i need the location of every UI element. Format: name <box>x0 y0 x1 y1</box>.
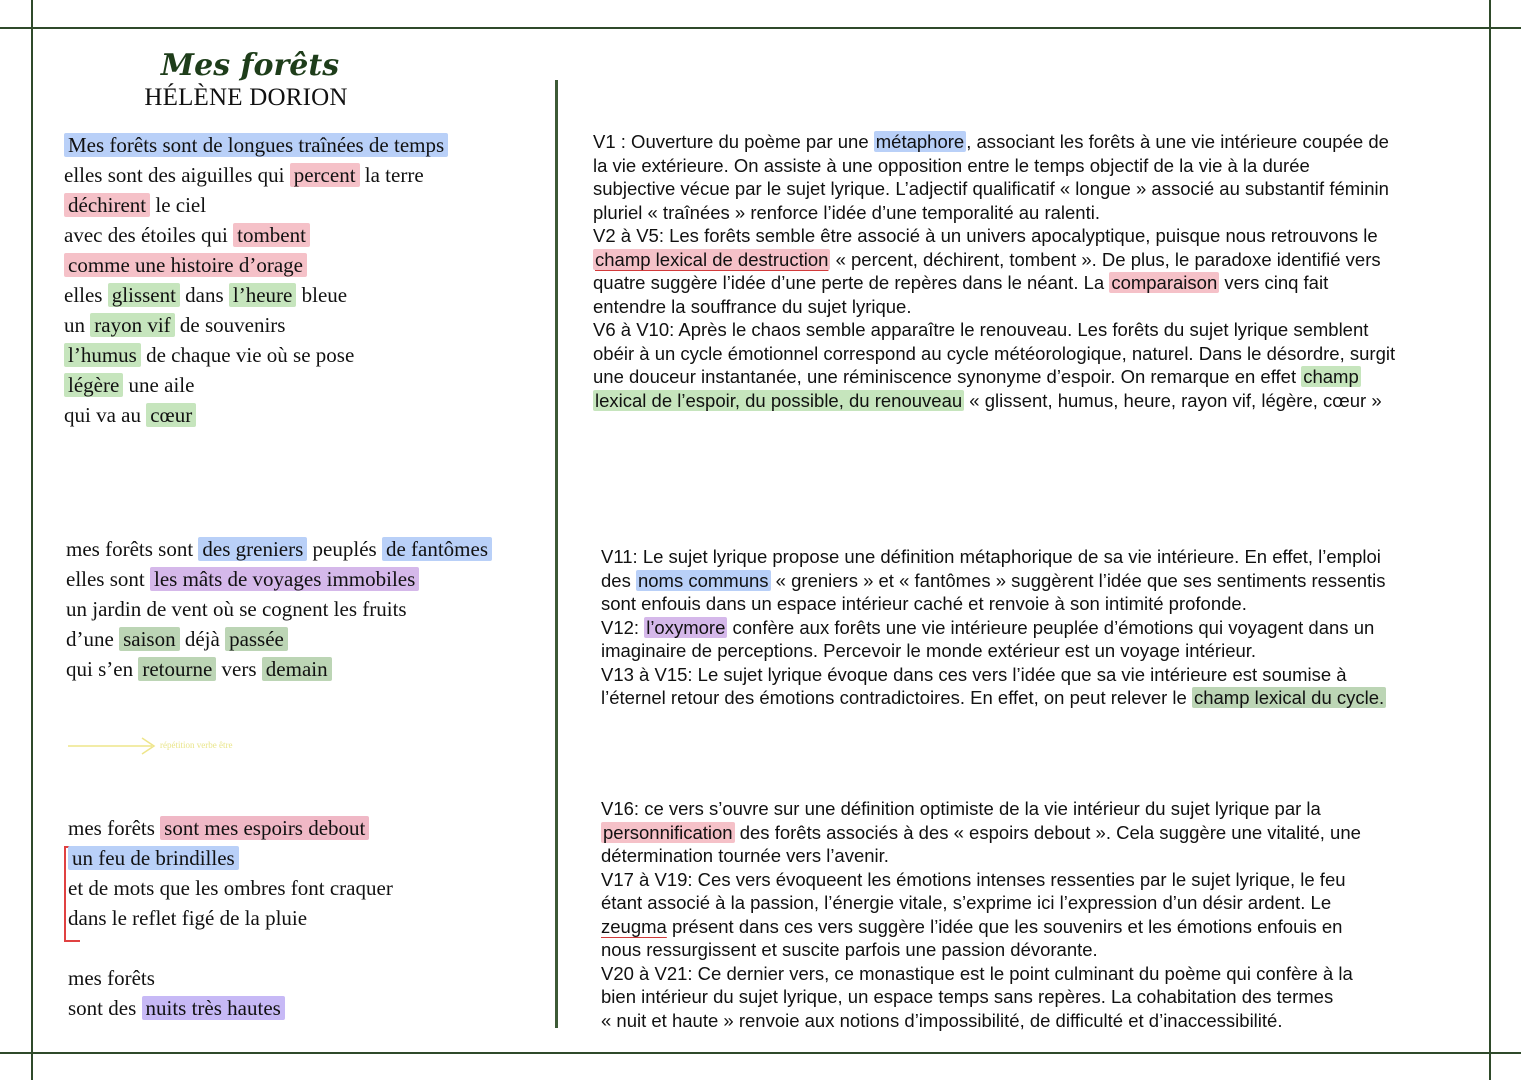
analysis-text: « greniers » et « fantômes » suggèrent l’idée que ses sentiments ressentis <box>770 569 1386 591</box>
analysis-line <box>601 915 1361 939</box>
verse-text: une aile <box>123 373 195 397</box>
highlight-purple: les mâts de voyages immobiles <box>150 567 419 591</box>
analysis-line <box>593 365 1395 389</box>
highlight-blue: de fantômes <box>382 537 492 561</box>
arrow-icon <box>68 736 158 756</box>
verse-line <box>64 190 448 220</box>
analysis-line: nous ressurgissent et suscite parfois une passion dévorante. <box>601 939 1098 960</box>
verse-line <box>66 564 492 594</box>
verse-text: le ciel <box>150 193 207 217</box>
analysis-line <box>601 821 1361 845</box>
verse-line <box>64 370 448 400</box>
analysis-block-1 <box>593 130 1395 412</box>
analysis-text: quatre suggère l’idée d’une perte de repères dans le néant. La <box>593 272 1110 293</box>
verse-line <box>64 310 448 340</box>
verse-text: qui va au <box>64 403 147 427</box>
poem-title: Mes forêts <box>160 48 340 83</box>
analysis-text: vers cinq fait <box>1219 272 1329 293</box>
analysis-line: entendre la souffrance du sujet lyrique. <box>593 295 912 317</box>
verse-line <box>68 903 393 933</box>
highlight-blue: métaphore <box>875 131 965 152</box>
verse-line <box>64 400 448 430</box>
analysis-text: « glissent, humus, heure, rayon vif, légère, cœur » <box>964 389 1382 411</box>
highlight-blue: un feu de brindilles <box>68 846 239 870</box>
verse-text: d’une <box>66 627 120 651</box>
analysis-line: sont enfouis dans un espace intérieur caché et renvoie à son intimité profonde. <box>601 593 1247 614</box>
highlight-sage: champ lexical du cycle. <box>1193 687 1385 708</box>
analysis-line <box>593 389 1395 413</box>
analysis-line <box>601 686 1386 710</box>
analysis-line: V11: Le sujet lyrique propose une définition métaphorique de sa vie intérieure. En effet, l’emploi <box>601 546 1381 567</box>
verse-line <box>68 993 393 1023</box>
highlight-blue: Mes forêts sont de longues traînées de temps <box>64 133 448 157</box>
verse-line <box>68 963 393 993</box>
verse-text: mes forêts sont <box>66 537 199 561</box>
analysis-line <box>601 569 1386 593</box>
analysis-line: subjective vécue par le sujet lyrique. L’adjectif qualificatif « longue » associé au substantif féminin <box>593 178 1389 199</box>
verse-line <box>64 220 448 250</box>
underlined-term: zeugma <box>601 915 667 937</box>
verse-line <box>64 130 448 160</box>
blank-line <box>68 933 393 963</box>
analysis-line: pluriel « traînées » renforce l’idée d’une temporalité au ralenti. <box>593 201 1100 223</box>
analysis-text: présent dans ces vers suggère l’idée que les souvenirs et les émotions enfouis en <box>666 915 1343 937</box>
verse-line <box>64 340 448 370</box>
verse-line <box>68 843 393 873</box>
highlight-green: rayon vif <box>90 313 174 337</box>
highlight-pink: déchirent <box>64 193 150 217</box>
frame-right-line <box>1489 0 1491 1080</box>
highlight-violet: nuits très hautes <box>142 996 285 1020</box>
highlight-sage: passée <box>225 627 288 651</box>
frame-left-line <box>31 0 33 1080</box>
verse-text: de chaque vie où se pose <box>140 343 355 367</box>
verse-line <box>66 534 492 564</box>
analysis-line <box>601 616 1386 640</box>
verse-text: un <box>64 313 91 337</box>
analysis-line: V16: ce vers s’ouvre sur une définition optimiste de la vie intérieur du sujet lyrique par la <box>601 798 1321 819</box>
verse-text: la terre <box>359 163 424 187</box>
verse-line <box>68 813 393 843</box>
verse-line <box>66 654 492 684</box>
frame-top-line <box>0 27 1521 29</box>
analysis-line <box>593 271 1395 295</box>
verse-text: vers <box>216 657 262 681</box>
highlight-green: cœur <box>146 403 196 427</box>
highlight-green: glissent <box>108 283 180 307</box>
stanza-1 <box>64 130 448 430</box>
analysis-text: des <box>601 569 636 591</box>
analysis-text: confère aux forêts une vie intérieure peuplée d’émotions qui voyagent dans un <box>727 616 1375 638</box>
frame-bottom-line <box>0 1052 1521 1054</box>
analysis-line: bien intérieur du sujet lyrique, un espace temps sans repères. La cohabitation des termes <box>601 986 1334 1007</box>
highlight-blue: noms communs <box>637 569 769 591</box>
verse-text: peuplés <box>307 537 382 561</box>
verse-text: elles sont des aiguilles qui <box>64 163 290 187</box>
column-divider <box>555 80 558 1028</box>
highlight-pink: sont mes espoirs debout <box>160 816 369 840</box>
highlight-green: légère <box>64 373 123 397</box>
analysis-line <box>593 248 1395 272</box>
analysis-line: « nuit et haute » renvoie aux notions d’impossibilité, de difficulté et d’inaccessibilité. <box>601 1009 1283 1031</box>
analysis-line: V2 à V5: Les forêts semble être associé à un univers apocalyptique, puisque nous retrouvons le <box>593 225 1378 246</box>
verse-line <box>64 280 448 310</box>
verse-text: qui s’en <box>66 657 139 681</box>
verse-text: mes forêts <box>68 816 161 840</box>
analysis-line: V17 à V19: Ces vers évoqueent les émotions intenses ressenties par le sujet lyrique, le feu <box>601 868 1346 890</box>
highlight-purple: l’oxymore <box>646 616 726 638</box>
highlight-sage: retourne <box>138 657 216 681</box>
verse-text: déjà <box>179 627 226 651</box>
analysis-line: détermination tournée vers l’avenir. <box>601 845 889 866</box>
verse-text: un jardin de vent où se cognent les fruits <box>66 597 407 621</box>
stanza-3 <box>68 813 393 1023</box>
analysis-line: obéir à un cycle émotionnel correspond au cycle météorologique, naturel. Dans le désordre, surgit <box>593 342 1396 364</box>
highlight-pink: percent <box>290 163 360 187</box>
highlight-sage: saison <box>119 627 180 651</box>
annotation-label: répétition verbe être <box>160 740 233 750</box>
verse-text: elles <box>64 283 108 307</box>
analysis-text: V1 : Ouverture du poème par une <box>593 131 874 152</box>
analysis-text: une douceur instantanée, une réminiscence synonyme d’espoir. On remarque en effet <box>593 366 1302 387</box>
analysis-text: , associant les forêts à une vie intérieure coupée de <box>966 131 1389 152</box>
highlight-blue: des greniers <box>198 537 307 561</box>
poem-author: HÉLÈNE DORION <box>144 84 348 111</box>
analysis-text: l’éternel retour des émotions contradictoires. En effet, on peut relever le <box>601 687 1192 708</box>
verse-text: sont des <box>68 996 142 1020</box>
analysis-text: des forêts associés à des « espoirs debout ». Cela suggère une vitalité, une <box>734 821 1361 843</box>
analysis-text: V12: <box>601 616 645 638</box>
highlight-green: l’humus <box>64 343 141 367</box>
highlight-pink: champ lexical de destruction <box>595 248 829 270</box>
highlight-pink: comparaison <box>1111 272 1218 293</box>
highlight-sage: demain <box>262 657 332 681</box>
analysis-line <box>593 130 1395 154</box>
analysis-line: la vie extérieure. On assiste à une opposition entre le temps objectif de la vie à la durée <box>593 154 1310 176</box>
analysis-line: V6 à V10: Après le chaos semble apparaître le renouveau. Les forêts du sujet lyrique semblent <box>593 319 1369 340</box>
verse-line <box>66 594 492 624</box>
analysis-block-3 <box>601 797 1361 1032</box>
verse-text: dans le reflet figé de la pluie <box>68 906 308 930</box>
highlight-pink: personnification <box>603 821 733 843</box>
highlight-green: l’heure <box>229 283 296 307</box>
analysis-line: étant associé à la passion, l’énergie vitale, s’exprime ici l’expression d’un désir ardent. Le <box>601 892 1332 913</box>
analysis-line: V13 à V15: Le sujet lyrique évoque dans ces vers l’idée que sa vie intérieure est soumise à <box>601 663 1347 685</box>
analysis-line: imaginaire de perceptions. Percevoir le monde extérieur est un voyage intérieur. <box>601 640 1257 661</box>
analysis-text: « percent, déchirent, tombent ». De plus, le paradoxe identifié vers <box>830 248 1381 270</box>
verse-line <box>64 250 448 280</box>
verse-text: avec des étoiles qui <box>64 223 234 247</box>
verse-text: elles sont <box>66 567 150 591</box>
verse-text: de souvenirs <box>174 313 286 337</box>
analysis-block-2 <box>601 545 1386 710</box>
highlight-green: champ <box>1303 366 1359 387</box>
highlight-pink: tombent <box>233 223 310 247</box>
verse-line <box>64 160 448 190</box>
verse-line <box>66 624 492 654</box>
verse-text: dans <box>179 283 229 307</box>
verse-text: et de mots que les ombres font craquer <box>68 876 393 900</box>
stanza-2 <box>66 534 492 684</box>
highlight-pink: comme une histoire d’orage <box>64 253 307 277</box>
verse-text: mes forêts <box>68 966 155 990</box>
analysis-line: V20 à V21: Ce dernier vers, ce monastique est le point culminant du poème qui confère à la <box>601 962 1353 984</box>
highlight-green: lexical de l’espoir, du possible, du renouveau <box>595 389 963 411</box>
verse-line <box>68 873 393 903</box>
verse-text: bleue <box>296 283 348 307</box>
